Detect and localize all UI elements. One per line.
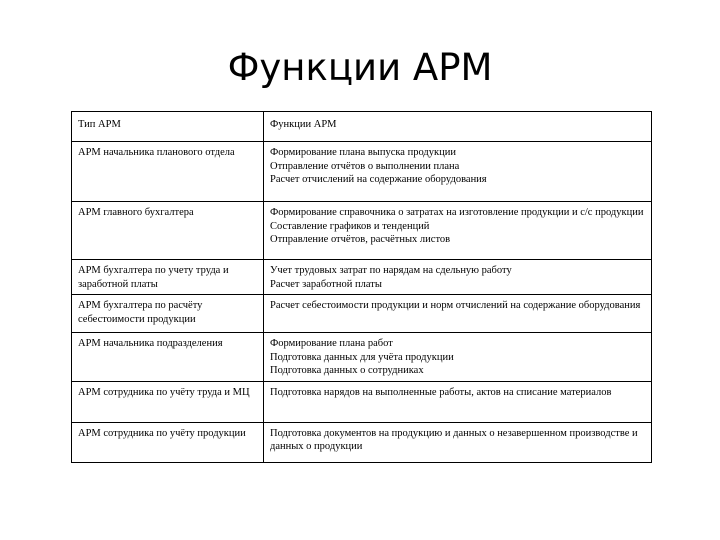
functions-table xyxy=(71,111,652,463)
table-row xyxy=(72,142,652,202)
type-cell: АРМ бухгалтера по учету труда и заработной платы xyxy=(72,260,264,295)
function-item: Учет трудовых затрат по нарядам на сдельную работу xyxy=(270,265,512,276)
type-cell: АРМ сотрудника по учёту труда и МЦ xyxy=(72,381,264,422)
functions-cell xyxy=(264,381,652,422)
function-item: Составление графиков и тенденций xyxy=(270,220,430,232)
functions-cell xyxy=(264,295,652,333)
functions-cell xyxy=(264,260,652,295)
function-item: Подготовка документов на продукцию и данных о незавершенном производстве и данных о продукции xyxy=(270,427,638,452)
header-functions: Функции АРМ xyxy=(264,112,652,142)
function-item: Расчет заработной платы xyxy=(270,278,382,290)
type-cell: АРМ бухгалтера по расчёту себестоимости продукции xyxy=(72,295,264,333)
table-row xyxy=(72,295,652,333)
type-cell: АРМ сотрудника по учёту продукции xyxy=(72,422,264,462)
function-item: Формирование справочника о затратах на изготовление продукции и с/с продукции xyxy=(270,207,644,218)
type-cell: АРМ главного бухгалтера xyxy=(72,202,264,260)
function-item: Расчет себестоимости продукции и норм отчислений на содержание оборудования xyxy=(270,300,641,311)
table-row xyxy=(72,381,652,422)
function-item: Расчет отчислений на содержание оборудования xyxy=(270,174,487,185)
function-item: Формирование плана работ xyxy=(270,338,393,349)
function-item: Подготовка данных о сотрудниках xyxy=(270,365,424,376)
table-row xyxy=(72,422,652,462)
function-item: Формирование плана выпуска продукции xyxy=(270,147,456,158)
table-row xyxy=(72,333,652,382)
function-item: Отправление отчётов о выполнении плана xyxy=(270,160,460,172)
header-type: Тип АРМ xyxy=(72,112,264,142)
table-row xyxy=(72,260,652,295)
table-row xyxy=(72,202,652,260)
function-item: Отправление отчётов, расчётных листов xyxy=(270,234,451,245)
functions-cell xyxy=(264,202,652,260)
function-item: Подготовка данных для учёта продукции xyxy=(270,351,454,363)
functions-cell xyxy=(264,142,652,202)
slide-title: Функции АРМ xyxy=(227,46,493,89)
type-cell: АРМ начальника планового отдела xyxy=(72,142,264,202)
function-item: Подготовка нарядов на выполненные работы, актов на списание материалов xyxy=(270,386,612,398)
functions-cell xyxy=(264,333,652,382)
type-cell: АРМ начальника подразделения xyxy=(72,333,264,382)
functions-cell xyxy=(264,422,652,462)
table-header-row xyxy=(72,112,652,142)
